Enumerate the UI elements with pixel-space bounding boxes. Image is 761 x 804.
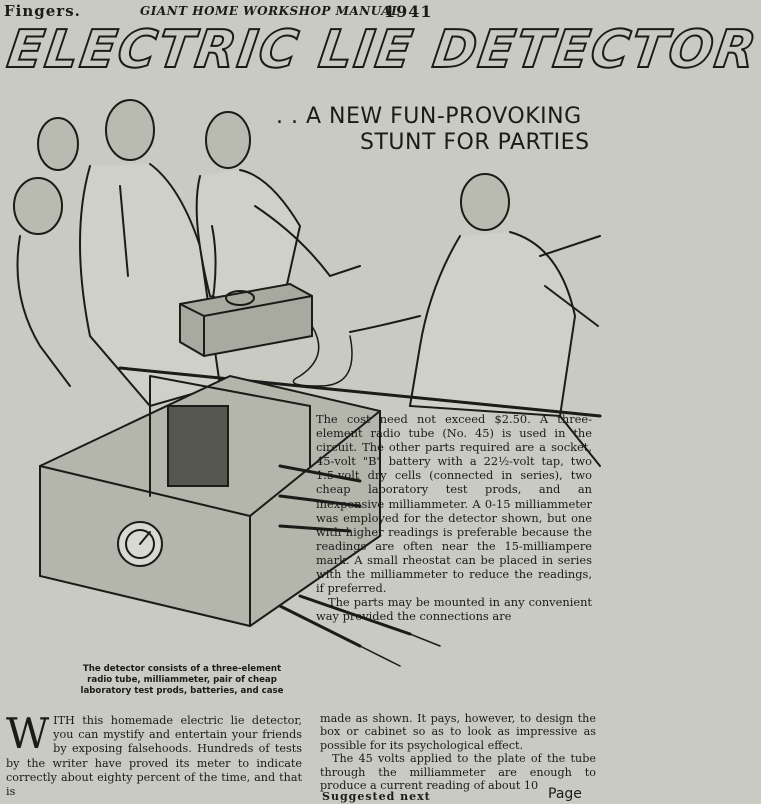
right-paragraph-1: The cost need not exceed $2.50. A three-element radio tube (No. 45) is used in the circuit. The other parts required are a socket, 45-volt "B" battery with a 22½-volt tap, two 1.5-volt dry cells (connected in series), two cheap laboratory test prods, and an inexpensive milliammeter. A 0-15 milliammeter was employed for the detector shown, but one with higher readings is preferable because the readings are often near the 15-milliampere mark. A small rheostat can be placed in series with the milliammeter to reduce the readings, if preferred. xyxy=(316,412,592,596)
header-fragment: Fingers. xyxy=(4,2,81,20)
subtitle-line-2: STUNT FOR PARTIES xyxy=(360,130,590,155)
subtitle-line-1: . . A NEW FUN-PROVOKING xyxy=(276,104,582,129)
header-year: 1941 xyxy=(384,2,433,21)
article-text-left xyxy=(6,709,302,799)
group-of-people-figure xyxy=(14,100,360,406)
right-paragraph-2: The parts may be mounted in any convenient way provided the connections are xyxy=(316,595,592,624)
footer-fragment: Suggested next xyxy=(322,790,431,803)
bottom-paragraph-2: The 45 volts applied to the plate of the tube through the milliammeter are enough to produce a current reading of about 10 xyxy=(320,752,596,793)
drop-cap: W xyxy=(6,709,50,758)
figure-caption: The detector consists of a three-element radio tube, milliammeter, pair of cheap laboratory test prods, batteries, and case xyxy=(80,664,284,696)
footer-page: Page xyxy=(548,786,582,802)
article-title: ELECTRIC LIE DETECTOR xyxy=(3,20,761,80)
bottom-paragraph-1: made as shown. It pays, however, to design the box or cabinet so as to look as impressive as possible for its psychological effect. xyxy=(320,712,596,752)
article-text-bottom xyxy=(320,712,596,792)
header-publication: GIANT HOME WORKSHOP MANUAL xyxy=(140,4,401,18)
left-paragraph: ITH this homemade electric lie detector, you can mystify and entertain your friends by exposing falsehoods. Hundreds of tests by the writer have proved its meter to indicate correctly about eighty percent of the time, and that is xyxy=(6,714,302,799)
article-text-right xyxy=(316,412,592,623)
